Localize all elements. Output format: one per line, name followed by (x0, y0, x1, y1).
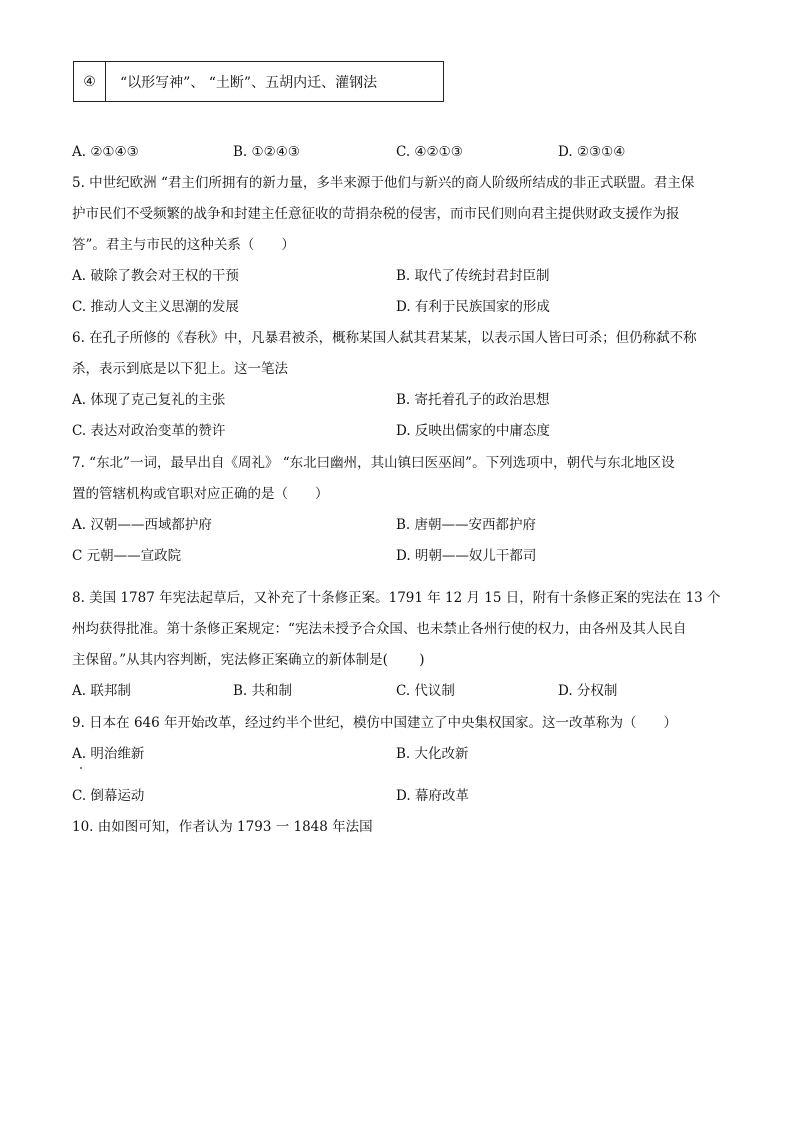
q5-stem-line: 5. 中世纪欧洲 “君主们所拥有的新力量，多半来源于他们与新兴的商人阶级所结成的非正式联盟。君主保 (72, 175, 695, 191)
row-number: ④ (74, 62, 106, 101)
q8-stem-line: 州均获得批准。第十条修正案规定：“宪法未授予合众国、也未禁止各州行使的权力，由各州及其人民自 (72, 621, 687, 637)
q9-option-a: A. 明治维新 (72, 746, 145, 762)
q9-option-b: B. 大化改新 (396, 746, 469, 762)
q8-option-b: B. 共和制 (233, 683, 293, 699)
q6-option-b: B. 寄托着孔子的政治思想 (396, 392, 550, 408)
q4-option-b: B. ①②④③ (233, 144, 300, 160)
q10-stem-line: 10. 由如图可知，作者认为 1793 一 1848 年法国 (72, 819, 373, 835)
q8-option-c: C. 代议制 (396, 683, 455, 699)
row-content: “以形写神”、 “土断”、五胡内迁、灌钢法 (120, 74, 378, 91)
q4-option-d: D. ②③①④ (558, 144, 626, 160)
q9-option-c: C. 倒幕运动 (72, 788, 145, 804)
q5-option-d: D. 有利于民族国家的形成 (396, 299, 550, 315)
q4-option-a: A. ②①④③ (72, 144, 139, 160)
q4-option-c: C. ④②①③ (396, 144, 463, 160)
q5-stem-line: 护市民们不受频繁的战争和封建主任意征收的苛捐杂税的侵害，而市民们则向君主提供财政支援作为报 (72, 206, 680, 222)
q6-option-a: A. 体现了克己复礼的主张 (72, 392, 226, 408)
q9-option-d: D. 幕府改革 (396, 788, 469, 804)
q6-stem-line: 6. 在孔子所修的《春秋》中，凡暴君被杀，概称某国人弑其君某某，以表示国人皆曰可杀；但仍称弑不称 (72, 330, 697, 346)
stray-mark (80, 767, 82, 769)
q8-option-d: D. 分权制 (558, 683, 618, 699)
q7-stem-line: 置的管辖机构或官职对应正确的是（ ） (72, 486, 329, 502)
q5-option-b: B. 取代了传统封君封臣制 (396, 268, 550, 284)
q8-stem-line: 8. 美国 1787 年宪法起草后，又补充了十条修正案。1791 年 12 月 15 日，附有十条修正案的宪法在 13 个 (72, 590, 721, 606)
q8-option-a: A. 联邦制 (72, 683, 131, 699)
q8-stem-line: 主保留。”从其内容判断，宪法修正案确立的新体制是( ) (72, 652, 425, 668)
options-table-row (73, 61, 444, 102)
q6-stem-line: 杀，表示到底是以下犯上。这一笔法 (72, 361, 288, 377)
q6-option-d: D. 反映出儒家的中庸态度 (396, 423, 550, 439)
q5-stem-line: 答”。君主与市民的这种关系（ ） (72, 237, 295, 253)
q5-option-c: C. 推动人文主义思潮的发展 (72, 299, 239, 315)
q6-option-c: C. 表达对政治变革的赞许 (72, 423, 226, 439)
q7-option-d: D. 明朝——奴儿干都司 (396, 548, 537, 564)
q9-stem-line: 9. 日本在 646 年开始改革，经过约半个世纪，模仿中国建立了中央集权国家。这一改革称为（ ） (72, 715, 678, 731)
q7-stem-line: 7. “东北”一词，最早出自《周礼》 “东北曰幽州，其山镇曰医巫闾”。下列选项中，朝代与东北地区设 (72, 455, 675, 471)
q7-option-b: B. 唐朝——安西都护府 (396, 517, 537, 533)
q7-option-a: A. 汉朝——西域都护府 (72, 517, 212, 533)
q5-option-a: A. 破除了教会对王权的干预 (72, 268, 239, 284)
q7-option-c: C 元朝——宣政院 (72, 548, 182, 564)
